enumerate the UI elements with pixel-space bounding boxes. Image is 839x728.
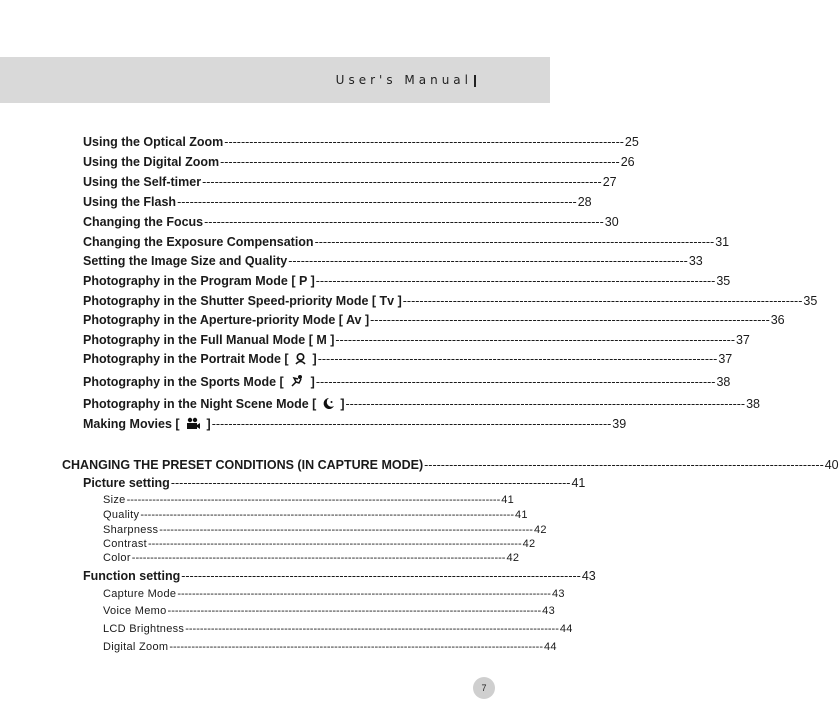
toc-entry[interactable] <box>83 274 731 288</box>
leader-dots: ------------------------------------------------------------------------------------------------------ <box>185 623 559 635</box>
leader-dots: ------------------------------------------------------------------------------------------------ <box>177 195 577 209</box>
toc-entry[interactable] <box>83 397 760 411</box>
toc-entry-page: 39 <box>612 417 627 431</box>
toc-entry[interactable] <box>83 155 635 169</box>
leader-dots: ------------------------------------------------------------------------------------------------ <box>402 294 803 308</box>
toc-section-page: 40 <box>824 458 839 472</box>
movie-icon <box>185 417 201 430</box>
leader-dots: ------------------------------------------------------------------------------------------------ <box>315 274 716 288</box>
leader-dots: ------------------------------------------------------------------------------------------------ <box>317 352 718 366</box>
toc-entry-label-start: Photography in the Portrait Mode [ <box>83 352 289 366</box>
toc-subitem[interactable] <box>103 641 557 653</box>
toc-entry-page: 31 <box>715 235 730 249</box>
toc-entry-page: 25 <box>624 135 639 149</box>
toc-entry-label-start: Making Movies [ <box>83 417 180 431</box>
toc-subitem[interactable] <box>103 494 515 506</box>
title-bar-mark <box>474 75 476 87</box>
toc-subitem[interactable] <box>103 623 573 635</box>
toc-subitem-label: Contrast <box>103 538 147 550</box>
toc-entry-label: Photography in the Full Manual Mode [ M ] <box>83 333 335 347</box>
toc-entry-page: 27 <box>602 175 617 189</box>
toc-entry[interactable] <box>83 352 733 366</box>
toc-subitem-page: 42 <box>533 524 547 536</box>
leader-dots: ------------------------------------------------------------------------------------------------------ <box>131 552 506 564</box>
toc-subitem-label: Voice Memo <box>103 605 167 617</box>
leader-dots: ------------------------------------------------------------------------------------------------ <box>224 135 624 149</box>
leader-dots: ------------------------------------------------------------------------------------------------------ <box>169 641 543 653</box>
leader-dots: ------------------------------------------------------------------------------------------------ <box>314 235 715 249</box>
toc-entry-page: 30 <box>604 215 619 229</box>
toc-subitem-page: 42 <box>522 538 536 550</box>
toc-entry-page: 36 <box>770 313 785 327</box>
toc-subitem-page: 43 <box>542 605 556 617</box>
leader-dots: ------------------------------------------------------------------------------------------------------ <box>126 494 501 506</box>
toc-entry[interactable] <box>83 294 818 308</box>
leader-dots: ------------------------------------------------------------------------------------------------ <box>181 569 581 583</box>
toc-subitem-page: 41 <box>514 509 528 521</box>
toc-entry-label-start: Photography in the Sports Mode [ <box>83 375 284 389</box>
toc-subitem[interactable] <box>103 588 565 600</box>
toc-subsection-label: Function setting <box>83 569 181 583</box>
toc-entry-label <box>83 417 211 431</box>
toc-subsection-label: Picture setting <box>83 476 170 490</box>
toc-entry[interactable] <box>83 195 592 209</box>
toc-entry-label: Using the Digital Zoom <box>83 155 220 169</box>
leader-dots: ------------------------------------------------------------------------------------------------ <box>202 175 602 189</box>
toc-subitem[interactable] <box>103 605 556 617</box>
leader-dots: ------------------------------------------------------------------------------------------------ <box>211 417 612 431</box>
toc-subsection-page: 43 <box>581 569 596 583</box>
night-scene-icon <box>322 397 335 410</box>
toc-entry-label: Using the Flash <box>83 195 177 209</box>
toc-subitem-page: 44 <box>559 623 573 635</box>
leader-dots: ------------------------------------------------------------------------------------------------ <box>424 458 824 472</box>
toc-subitem[interactable] <box>103 524 547 536</box>
toc-entry-label: Photography in the Program Mode [ P ] <box>83 274 315 288</box>
leader-dots: ------------------------------------------------------------------------------------------------------ <box>159 524 533 536</box>
toc-entry-label: Using the Optical Zoom <box>83 135 224 149</box>
toc-entry-label: Setting the Image Size and Quality <box>83 254 288 268</box>
toc-entry-label <box>83 352 317 366</box>
toc-subsection[interactable] <box>83 476 586 490</box>
leader-dots: ------------------------------------------------------------------------------------------------ <box>170 476 571 490</box>
portrait-icon <box>294 352 307 365</box>
toc-subitem-page: 42 <box>506 552 520 564</box>
leader-dots: ------------------------------------------------------------------------------------------------ <box>370 313 770 327</box>
toc-section[interactable] <box>62 458 839 472</box>
leader-dots: ------------------------------------------------------------------------------------------------ <box>335 333 735 347</box>
leader-dots: ------------------------------------------------------------------------------------------------ <box>220 155 620 169</box>
toc-entry-label: Photography in the Shutter Speed-priority Mode [ Tv ] <box>83 294 402 308</box>
toc-entry[interactable] <box>83 313 785 327</box>
toc-entry[interactable] <box>83 333 750 347</box>
toc-entry[interactable] <box>83 175 617 189</box>
toc-entry-page: 38 <box>716 375 731 389</box>
toc-entry-page: 38 <box>746 397 760 411</box>
toc-subitem-label: LCD Brightness <box>103 623 185 635</box>
toc-entry-label: Changing the Exposure Compensation <box>83 235 314 249</box>
leader-dots: ------------------------------------------------------------------------------------------------------ <box>177 588 551 600</box>
toc-entry-label <box>83 397 344 411</box>
toc-entry-page: 35 <box>716 274 731 288</box>
toc-subitem-page: 41 <box>501 494 515 506</box>
toc-subitem-label: Quality <box>103 509 140 521</box>
toc-subitem-label: Color <box>103 552 131 564</box>
toc-entry[interactable] <box>83 254 703 268</box>
toc-entry-label-end: ] <box>312 352 317 366</box>
toc-subitem[interactable] <box>103 552 520 564</box>
toc-subitem-label: Sharpness <box>103 524 159 536</box>
toc-subitem-label: Capture Mode <box>103 588 177 600</box>
page-number: 7 <box>473 677 495 699</box>
toc-entry-page: 33 <box>688 254 703 268</box>
toc-subitem[interactable] <box>103 509 528 521</box>
leader-dots: ------------------------------------------------------------------------------------------------ <box>315 375 716 389</box>
toc-entry-label-end: ] <box>340 397 345 411</box>
toc-entry[interactable] <box>83 215 619 229</box>
toc-entry-label: Using the Self-timer <box>83 175 202 189</box>
leader-dots: ------------------------------------------------------------------------------------------------ <box>288 254 688 268</box>
toc-entry-label: Photography in the Aperture-priority Mode [ Av ] <box>83 313 370 327</box>
toc-entry-label-end: ] <box>206 417 211 431</box>
leader-dots: ------------------------------------------------------------------------------------------------------ <box>140 509 514 521</box>
toc-subitem-page: 43 <box>551 588 565 600</box>
toc-entry[interactable] <box>83 135 639 149</box>
toc-entry-label <box>83 374 315 389</box>
toc-subsection[interactable] <box>83 569 596 583</box>
sports-icon <box>289 374 305 388</box>
toc-section-label: CHANGING THE PRESET CONDITIONS (IN CAPTURE MODE) <box>62 458 424 472</box>
toc-entry-label-start: Photography in the Night Scene Mode [ <box>83 397 317 411</box>
header-band <box>0 57 550 103</box>
toc-entry[interactable] <box>83 374 731 389</box>
leader-dots: ------------------------------------------------------------------------------------------------ <box>204 215 604 229</box>
toc-subitem-label: Size <box>103 494 126 506</box>
leader-dots: ------------------------------------------------------------------------------------------------------ <box>167 605 542 617</box>
toc-entry-page: 26 <box>620 155 635 169</box>
toc-entry-page: 35 <box>803 294 818 308</box>
toc-entry[interactable] <box>83 417 627 431</box>
toc-entry-page: 28 <box>577 195 592 209</box>
toc-subitem-label: Digital Zoom <box>103 641 169 653</box>
toc-entry-label-end: ] <box>310 375 315 389</box>
manual-title: User's Manual <box>335 73 472 87</box>
leader-dots: ------------------------------------------------------------------------------------------------------ <box>147 538 522 550</box>
toc-subitem-page: 44 <box>543 641 557 653</box>
toc-subsection-page: 41 <box>571 476 586 490</box>
toc-entry-page: 37 <box>718 352 733 366</box>
toc-subitem[interactable] <box>103 538 536 550</box>
toc-entry[interactable] <box>83 235 730 249</box>
leader-dots: ------------------------------------------------------------------------------------------------ <box>345 397 746 411</box>
toc-entry-page: 37 <box>735 333 750 347</box>
toc-entry-label: Changing the Focus <box>83 215 204 229</box>
